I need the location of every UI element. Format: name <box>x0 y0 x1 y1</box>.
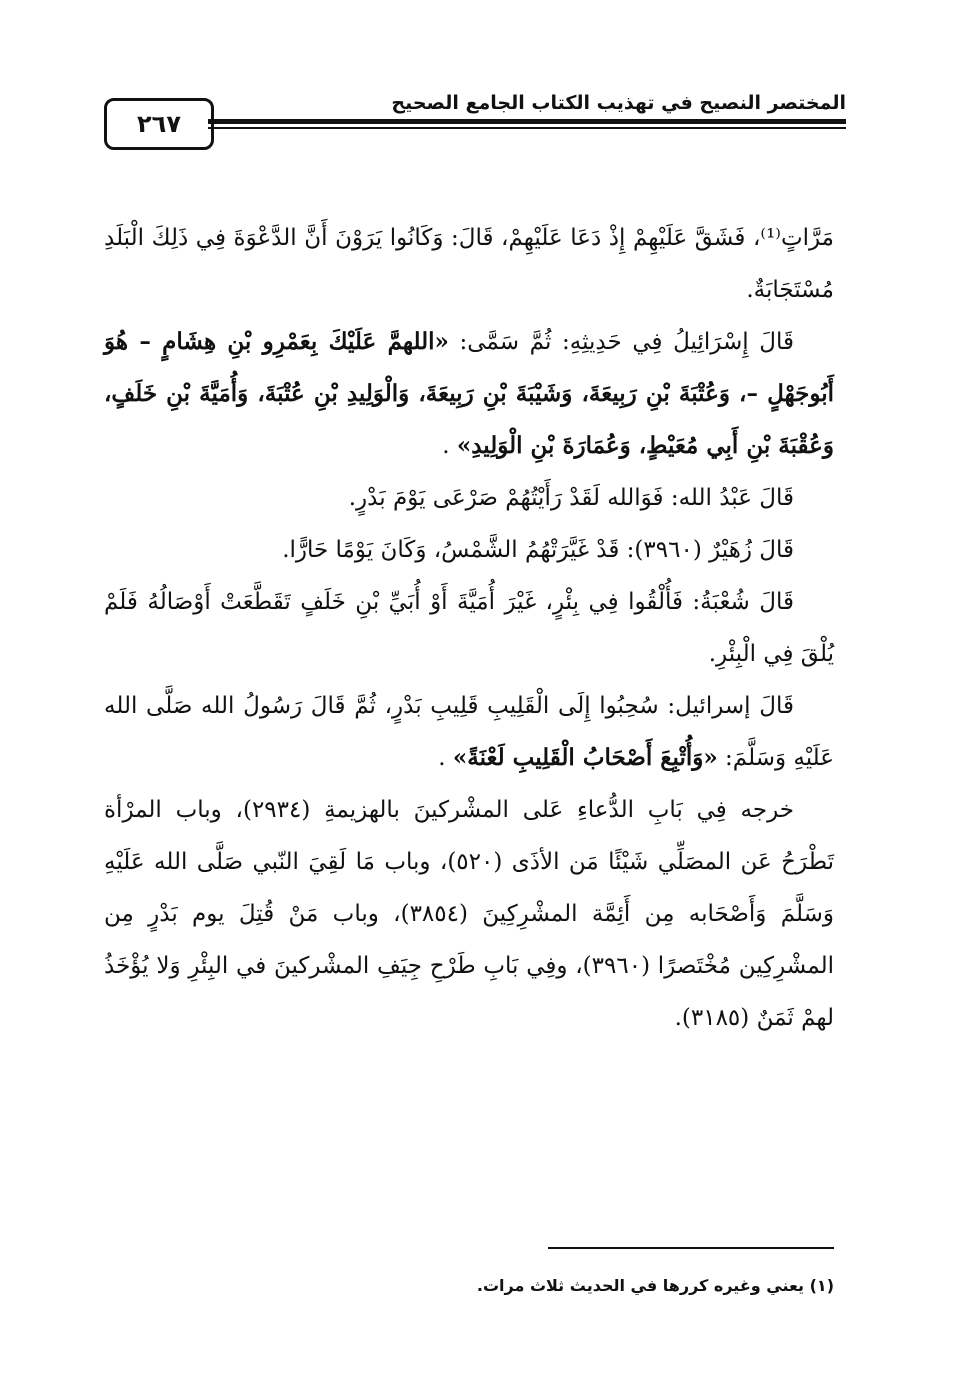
header-rule-thick <box>208 119 846 124</box>
paragraph-6-end: . <box>438 745 453 771</box>
paragraph-3: قَالَ عَبْدُ الله: فَوَالله لَقَدْ رَأَيْتُهُمْ صَرْعَى يَوْمَ بَدْرٍ. <box>348 485 794 511</box>
paragraph-6-lead: قَالَ إسرائيل: سُحِبُوا إِلَى الْقَلِيبِ قَلِيبِ بَدْرٍ، ثُمَّ قَالَ رَسُولُ الله صَلَّى الله عَلَيْهِ وَسَلَّمَ: <box>104 693 834 771</box>
takhrij-paragraph: خرجه فِي بَابِ الدُّعاءِ عَلى المشْركينَ بالهزيمةِ (٢٩٣٤)، وباب المرْأة تَطْرَحُ عَن المصَلِّي شَيْئًا مَن الأذَى (٥٢٠)، وباب مَا لَقِيَ النّبي صَلَّى الله عَلَيْهِ وَسَلَّمَ وَأَصْحَابه مِن أَئِمَّة المشْرِكِينَ (٣٨٥٤)، وباب مَنْ قُتِلَ يوم بَدْرٍ مِن المشْرِكِين مُخْتَصرًا (٣٩٦٠)، وفِي بَابِ طَرْحِ جِيَفِ المشْركينَ في البِئْرِ وَلا يُؤْخَذُ لهمْ ثَمَنٌ (٣١٨٥). <box>104 797 834 1031</box>
paragraph-2 <box>104 316 834 472</box>
footnote-divider <box>548 1247 834 1249</box>
header-rule-thin <box>208 127 846 129</box>
footnote: (١) يعني وغيره كررها في الحديث ثلاث مرات. <box>476 1276 834 1295</box>
paragraph-2-end: . <box>442 433 457 459</box>
book-title: المختصر النصيح في تهذيب الكتاب الجامع الصحيح <box>391 92 846 114</box>
page-header <box>104 86 846 158</box>
main-text <box>104 212 834 1044</box>
hadith-quote-1: «اللهمَّ عَلَيْكَ بِعَمْرِو بْنِ هِشَامٍ – هُوَ أَبُوجَهْلٍ –، وَعُتْبَةَ بْنِ رَبِيعَةَ، وَشَيْبَةَ بْنِ رَبِيعَةَ، وَالْوَلِيدِ بْنِ عُتْبَةَ، وَأُمَيَّةَ بْنِ خَلَفٍ، وَعُقْبَةَ بْنِ أَبِي مُعَيْطٍ، وَعُمَارَةَ بْنِ الْوَلِيدِ» <box>104 328 834 459</box>
hadith-quote-2: «وَأُتْبِعَ أَصْحَابُ الْقَلِيبِ لَعْنَةً» <box>452 744 718 771</box>
paragraph-4: قَالَ زُهَيْرٌ (٣٩٦٠): قَدْ غَيَّرَتْهُمُ الشَّمْسُ، وَكَانَ يَوْمًا حَارًّا. <box>282 537 794 563</box>
page-number: ٢٦٧ <box>104 98 214 150</box>
paragraph-6 <box>104 680 834 784</box>
paragraph-2-lead: قَالَ إِسْرَائِيلُ فِي حَدِيثِهِ: ثُمَّ سَمَّى: <box>448 329 794 355</box>
paragraph-5: قَالَ شُعْبَةُ: فَأُلْقُوا فِي بِئْرٍ، غَيْرَ أُمَيَّةَ أَوْ أُبَيِّ بْنِ خَلَفٍ تَقَطَّعَتْ أَوْصَالُهُ فَلَمْ يُلْقَ فِي الْبِئْرِ. <box>104 589 834 667</box>
paragraph-1: مَرَّاتٍ⁽¹⁾، فَشَقَّ عَلَيْهِمْ إِذْ دَعَا عَلَيْهِمْ، قَالَ: وَكَانُوا يَرَوْنَ أَنَّ الدَّعْوَةَ فِي ذَلِكَ الْبَلَدِ مُسْتَجَابَةٌ. <box>104 225 834 303</box>
